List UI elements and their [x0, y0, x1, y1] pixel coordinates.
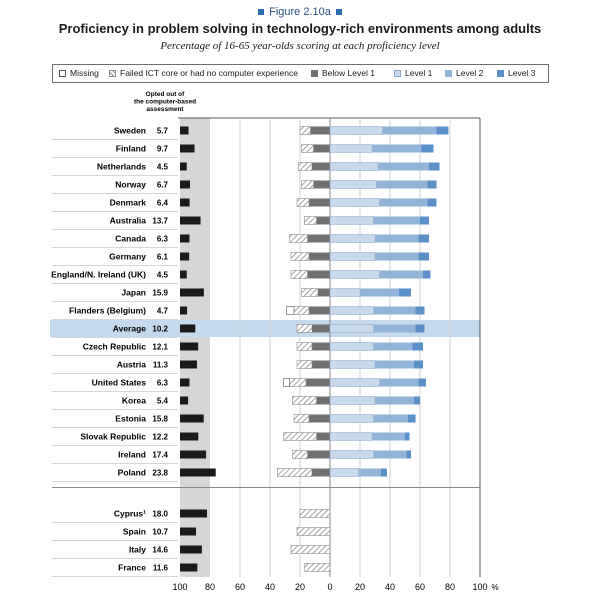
opted-out-value: 11.3: [152, 360, 168, 370]
country-label: Austria: [116, 359, 146, 370]
opted-out-value: 6.3: [156, 378, 168, 388]
bar-below1: [309, 307, 330, 315]
opted-out-value: 4.5: [156, 162, 168, 172]
legend-label: Failed ICT core or had no computer experience: [120, 68, 298, 78]
country-label: Slovak Republic: [80, 431, 146, 442]
country-label: Germany: [109, 251, 146, 262]
opted-out-value: 13.7: [152, 216, 168, 226]
x-tick-label: 40: [264, 582, 276, 592]
bar-missing: [284, 379, 290, 387]
bar-level2: [380, 379, 419, 387]
bar-level2: [374, 415, 409, 423]
opted-out-bar: [180, 343, 198, 351]
country-label: Spain: [122, 526, 146, 537]
opted-out-bar: [180, 289, 204, 297]
bar-level2: [360, 289, 399, 297]
bar-level2: [374, 325, 416, 333]
x-tick-label: 20: [294, 582, 306, 592]
bar-level3: [405, 433, 410, 441]
x-tick-label: 20: [354, 582, 366, 592]
bar-level1: [330, 325, 374, 333]
x-tick-label: 40: [384, 582, 396, 592]
bar-level2: [372, 433, 405, 441]
country-label: Flanders (Belgium): [69, 305, 146, 316]
opted-out-bar: [180, 217, 201, 225]
bar-failed: [305, 217, 317, 225]
bar-below1: [312, 325, 330, 333]
bar-level3: [416, 307, 425, 315]
opted-out-bar: [180, 361, 197, 369]
bar-level3: [399, 289, 411, 297]
bar-below1: [312, 361, 330, 369]
opted-out-value: 5.4: [156, 396, 168, 406]
country-label: United States: [91, 377, 146, 388]
bar-level1: [330, 469, 359, 477]
bar-level2: [377, 181, 428, 189]
opted-out-bar: [180, 163, 187, 171]
opted-out-bar: [180, 415, 204, 423]
bar-failed: [300, 510, 330, 518]
opted-out-header-line: assessment: [146, 106, 184, 113]
opted-out-bar: [180, 199, 190, 207]
bar-level2: [375, 397, 414, 405]
bar-failed: [291, 271, 308, 279]
legend-label: Level 2: [456, 68, 484, 78]
opted-out-value: 11.6: [152, 563, 168, 573]
bar-level1: [330, 397, 375, 405]
opted-out-bar: [180, 564, 197, 572]
bar-failed: [297, 361, 312, 369]
bar-level1: [330, 415, 374, 423]
bar-level3: [413, 343, 424, 351]
country-label: England/N. Ireland (UK): [51, 269, 146, 280]
bar-level3: [419, 379, 427, 387]
bar-level2: [380, 271, 424, 279]
country-label: Ireland: [118, 449, 146, 460]
bar-failed: [300, 127, 311, 135]
opted-out-bar: [180, 181, 190, 189]
bar-level2: [359, 469, 382, 477]
bar-level2: [383, 127, 437, 135]
bar-below1: [308, 235, 331, 243]
bar-below1: [309, 415, 330, 423]
opted-out-bar: [180, 253, 189, 261]
opted-out-value: 14.6: [152, 545, 168, 555]
country-label: France: [118, 562, 146, 573]
bar-level2: [380, 199, 428, 207]
opted-out-value: 6.3: [156, 234, 168, 244]
bar-level3: [428, 199, 437, 207]
bar-failed: [302, 145, 314, 153]
opted-out-value: 12.1: [152, 342, 168, 352]
opted-out-header-line: the computer-based: [133, 98, 197, 106]
opted-out-value: 18.0: [152, 509, 168, 519]
bar-failed: [302, 181, 314, 189]
bar-failed: [291, 253, 309, 261]
bar-below1: [317, 217, 331, 225]
bar-level3: [419, 253, 430, 261]
opted-out-value: 10.2: [152, 324, 168, 334]
bar-level1: [330, 217, 374, 225]
opted-out-value: 5.7: [156, 126, 168, 136]
bar-level2: [378, 163, 429, 171]
country-label: Cyprus¹: [113, 508, 146, 519]
opted-out-bar: [180, 379, 189, 387]
x-unit-label: %: [491, 583, 499, 592]
bar-level2: [372, 145, 422, 153]
bar-below1: [314, 145, 331, 153]
bar-level3: [414, 397, 420, 405]
opted-out-value: 4.7: [156, 306, 168, 316]
bar-level1: [330, 199, 380, 207]
bar-failed: [294, 307, 309, 315]
bar-level1: [330, 145, 372, 153]
bar-failed: [284, 433, 317, 441]
opted-out-bar: [180, 145, 195, 153]
bar-failed: [297, 199, 309, 207]
bar-failed: [293, 397, 317, 405]
country-label: Korea: [121, 395, 146, 406]
bar-level1: [330, 433, 372, 441]
bar-level3: [428, 181, 437, 189]
chart-subtitle: Percentage of 16-65 year-olds scoring at each proficiency level: [160, 40, 440, 52]
bar-below1: [317, 433, 331, 441]
legend-label: Level 1: [405, 68, 433, 78]
bar-level2: [374, 451, 407, 459]
bar-level3: [420, 217, 429, 225]
country-label: Estonia: [115, 413, 146, 424]
bar-level2: [374, 343, 413, 351]
opted-out-bar: [180, 469, 216, 477]
opted-out-bar: [180, 271, 187, 279]
bar-level3: [422, 145, 434, 153]
bar-below1: [317, 397, 331, 405]
bar-level3: [414, 361, 423, 369]
bar-below1: [309, 253, 330, 261]
opted-out-bar: [180, 235, 189, 243]
country-label: Sweden: [113, 125, 146, 136]
bar-level1: [330, 343, 374, 351]
bar-level1: [330, 163, 378, 171]
bar-level2: [374, 217, 421, 225]
bar-level3: [437, 127, 449, 135]
bar-level3: [429, 163, 440, 171]
bar-level3: [408, 415, 416, 423]
bar-level2: [375, 235, 419, 243]
opted-out-header-line: Opted out of: [145, 91, 185, 98]
bar-failed: [305, 564, 331, 572]
country-label: Poland: [117, 467, 146, 478]
opted-out-bar: [180, 307, 187, 315]
bar-failed: [297, 325, 312, 333]
country-label: Finland: [115, 143, 146, 154]
bar-below1: [312, 469, 330, 477]
opted-out-value: 15.8: [152, 414, 168, 424]
bar-level2: [374, 307, 416, 315]
bar-missing: [287, 307, 295, 315]
bar-level1: [330, 361, 375, 369]
x-tick-label: 60: [234, 582, 246, 592]
country-label: Canada: [115, 233, 146, 244]
bar-level3: [407, 451, 412, 459]
opted-out-bar: [180, 325, 195, 333]
bar-failed: [299, 163, 313, 171]
opted-out-value: 10.7: [152, 527, 168, 537]
bar-below1: [311, 127, 331, 135]
bar-failed: [293, 451, 308, 459]
bar-below1: [309, 199, 330, 207]
bar-below1: [306, 379, 330, 387]
opted-out-value: 12.2: [152, 432, 168, 442]
bar-level1: [330, 127, 383, 135]
opted-out-value: 9.7: [156, 144, 168, 154]
bar-failed: [297, 528, 330, 536]
opted-out-bar: [180, 397, 188, 405]
x-tick-label: 0: [327, 582, 333, 592]
bar-failed: [291, 546, 330, 554]
bar-level2: [375, 361, 414, 369]
bar-level1: [330, 307, 374, 315]
bar-level2: [375, 253, 419, 261]
bar-level1: [330, 451, 374, 459]
bar-failed: [290, 235, 308, 243]
bar-below1: [312, 163, 330, 171]
bar-level1: [330, 253, 375, 261]
x-tick-label: 80: [444, 582, 456, 592]
opted-out-bar: [180, 546, 202, 554]
country-label: Italy: [128, 544, 146, 555]
opted-out-bar: [180, 127, 189, 135]
opted-out-value: 6.1: [156, 252, 168, 262]
bar-level1: [330, 181, 377, 189]
country-label: Japan: [121, 287, 146, 298]
bar-failed: [297, 343, 312, 351]
country-label: Czech Republic: [82, 341, 146, 352]
opted-out-value: 17.4: [152, 450, 168, 460]
bar-failed: [294, 415, 309, 423]
country-label: Netherlands: [96, 161, 146, 172]
bar-level3: [381, 469, 387, 477]
bar-level3: [416, 325, 425, 333]
bar-below1: [314, 181, 331, 189]
legend-label: Level 3: [508, 68, 536, 78]
bar-failed: [302, 289, 319, 297]
chart-title: Proficiency in problem solving in technology-rich environments among adults: [58, 21, 542, 36]
bar-below1: [308, 451, 331, 459]
bar-level1: [330, 379, 380, 387]
bar-level3: [419, 235, 430, 243]
x-tick-label: 100: [172, 582, 188, 592]
opted-out-value: 4.5: [156, 270, 168, 280]
x-tick-label: 60: [414, 582, 426, 592]
bar-level3: [423, 271, 431, 279]
bar-failed: [278, 469, 313, 477]
legend-label: Below Level 1: [322, 68, 375, 78]
bar-below1: [312, 343, 330, 351]
opted-out-value: 6.7: [156, 180, 168, 190]
country-label: Australia: [109, 215, 146, 226]
bar-level1: [330, 235, 375, 243]
bar-below1: [318, 289, 330, 297]
opted-out-bar: [180, 510, 207, 518]
x-tick-label: 100: [472, 582, 488, 592]
x-tick-label: 80: [204, 582, 216, 592]
opted-out-value: 6.4: [156, 198, 168, 208]
country-label: Average: [112, 323, 146, 334]
opted-out-value: 15.9: [152, 288, 168, 298]
opted-out-bar: [180, 451, 206, 459]
opted-out-value: 23.8: [152, 468, 168, 478]
country-label: Norway: [115, 179, 146, 190]
bar-failed: [290, 379, 307, 387]
bar-level1: [330, 289, 360, 297]
country-label: Denmark: [109, 197, 146, 208]
opted-out-bar: [180, 528, 196, 536]
figure-label-text: Figure 2.10a: [269, 6, 331, 18]
opted-out-bar: [180, 433, 198, 441]
bar-level1: [330, 271, 380, 279]
bar-below1: [308, 271, 331, 279]
legend-label: Missing: [70, 68, 99, 78]
